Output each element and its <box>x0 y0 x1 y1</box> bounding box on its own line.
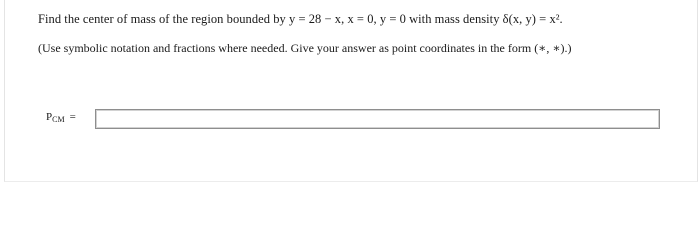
answer-label-subscript: CM <box>52 115 65 124</box>
answer-label <box>46 111 76 123</box>
answer-label-equals: = <box>69 111 76 123</box>
instruction-text: (Use symbolic notation and fractions where needed. Give your answer as point coordinates in the form (∗, ∗).) <box>38 41 572 55</box>
answer-label-symbol: P <box>46 111 53 123</box>
problem-panel <box>4 0 698 182</box>
answer-input[interactable] <box>95 109 660 129</box>
question-text: Find the center of mass of the region bounded by y = 28 − x, x = 0, y = 0 with mass density δ(x, y) = x². <box>38 12 563 26</box>
